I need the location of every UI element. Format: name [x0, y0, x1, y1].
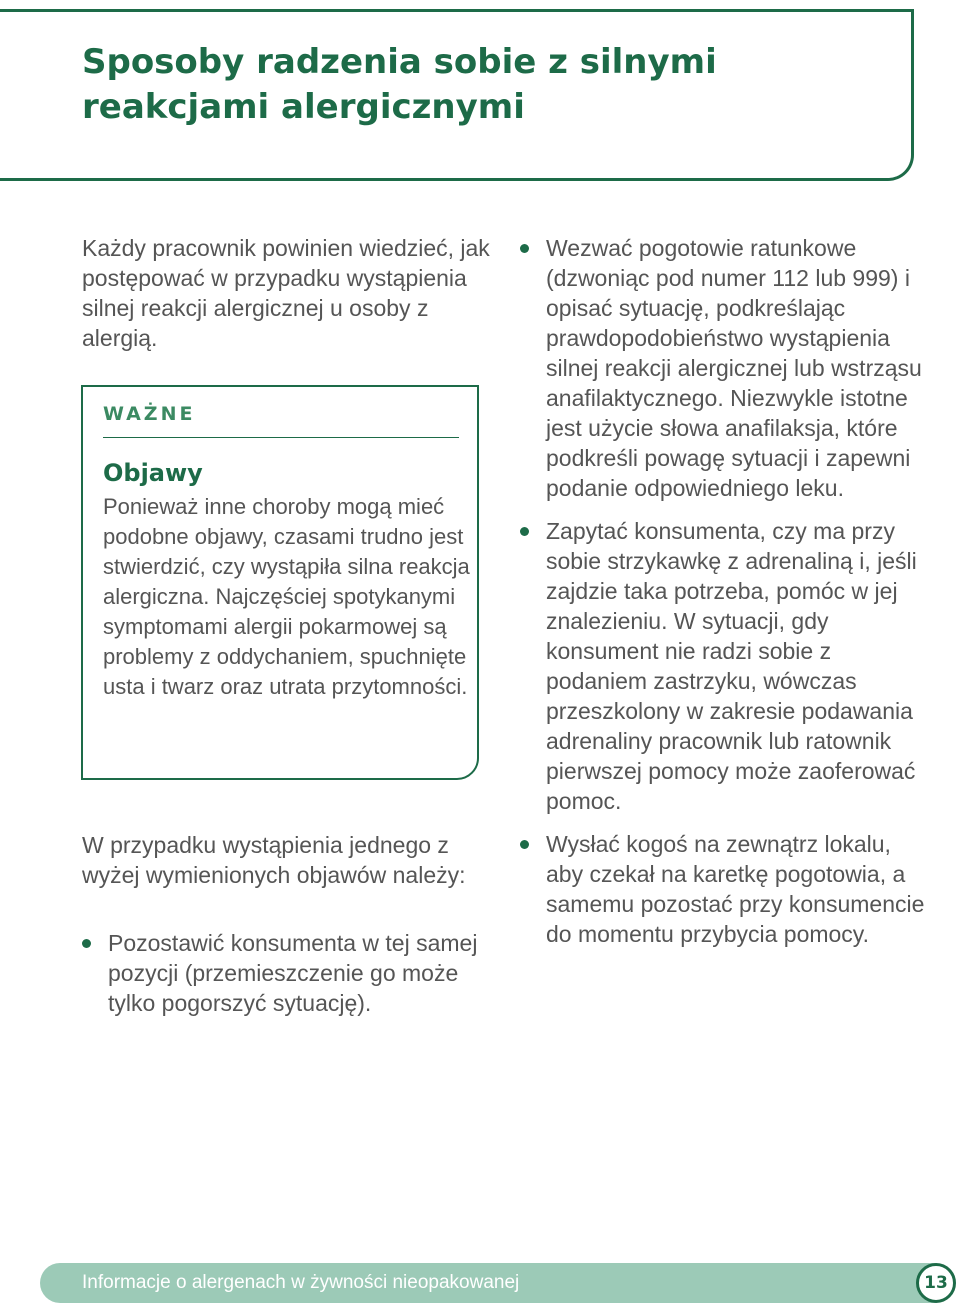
list-item — [520, 233, 930, 503]
important-divider — [103, 437, 459, 438]
list-item-text: Zapytać konsumenta, czy ma przy sobie strzykawkę z adrenaliną i, jeśli zajdzie taka potrzeba, pomóc w jej znalezieniu. W sytuacji, gdy konsument nie radzi sobie z podaniem zastrzyku, wówczas przeszkolony w zakresie podawania adrenaliny pracownik lub ratownik pierwszej pomocy może zaoferować pomoc. — [546, 518, 917, 814]
bullet-icon — [82, 939, 91, 948]
important-body: Ponieważ inne choroby mogą mieć podobne objawy, czasami trudno jest stwierdzić, czy wystąpiła silna reakcja alergiczna. Najczęściej spotykanymi symptomami alergii pokarmowej są problemy z oddychaniem, spuchnięte usta i twarz oraz utrata przytomności. — [103, 494, 470, 699]
page-title: Sposoby radzenia sobie z silnymi reakcjami alergicznymi — [82, 42, 717, 127]
important-heading: Objawy — [103, 459, 203, 487]
left-bullet-list — [82, 928, 502, 1031]
instruction-paragraph: W przypadku wystąpienia jednego z wyżej wymienionych objawów należy: — [82, 832, 466, 888]
list-item-text: Wezwać pogotowie ratunkowe (dzwoniąc pod numer 112 lub 999) i opisać sytuację, podkreślając prawdopodobieństwo wystąpienia silnej reakcji alergicznej lub wstrząsu anafilaktycznego. Niezwykle istotne jest użycie słowa anafilaksja, które podkreśli powagę sytuacji i zapewni podanie odpowiedniego leku. — [546, 235, 922, 501]
important-label: WAŻNE — [103, 403, 196, 425]
list-item-text: Wysłać kogoś na zewnątrz lokalu, aby czekał na karetkę pogotowia, a samemu pozostać przy konsumencie do momentu przybycia pomocy. — [546, 831, 925, 947]
list-item-text: Pozostawić konsumenta w tej samej pozycji (przemieszczenie go może tylko pogorszyć sytuację). — [108, 930, 478, 1016]
page-number: 13 — [916, 1263, 956, 1303]
important-box — [81, 385, 479, 780]
list-item — [82, 928, 502, 1018]
bullet-icon — [520, 527, 529, 536]
right-bullet-list — [520, 233, 930, 962]
bullet-icon — [520, 840, 529, 849]
footer-text: Informacje o alergenach w żywności nieopakowanej — [82, 1272, 520, 1293]
list-item — [520, 516, 930, 816]
list-item — [520, 829, 930, 949]
bullet-icon — [520, 244, 529, 253]
intro-paragraph: Każdy pracownik powinien wiedzieć, jak postępować w przypadku wystąpienia silnej reakcji alergicznej u osoby z alergią. — [82, 235, 490, 351]
